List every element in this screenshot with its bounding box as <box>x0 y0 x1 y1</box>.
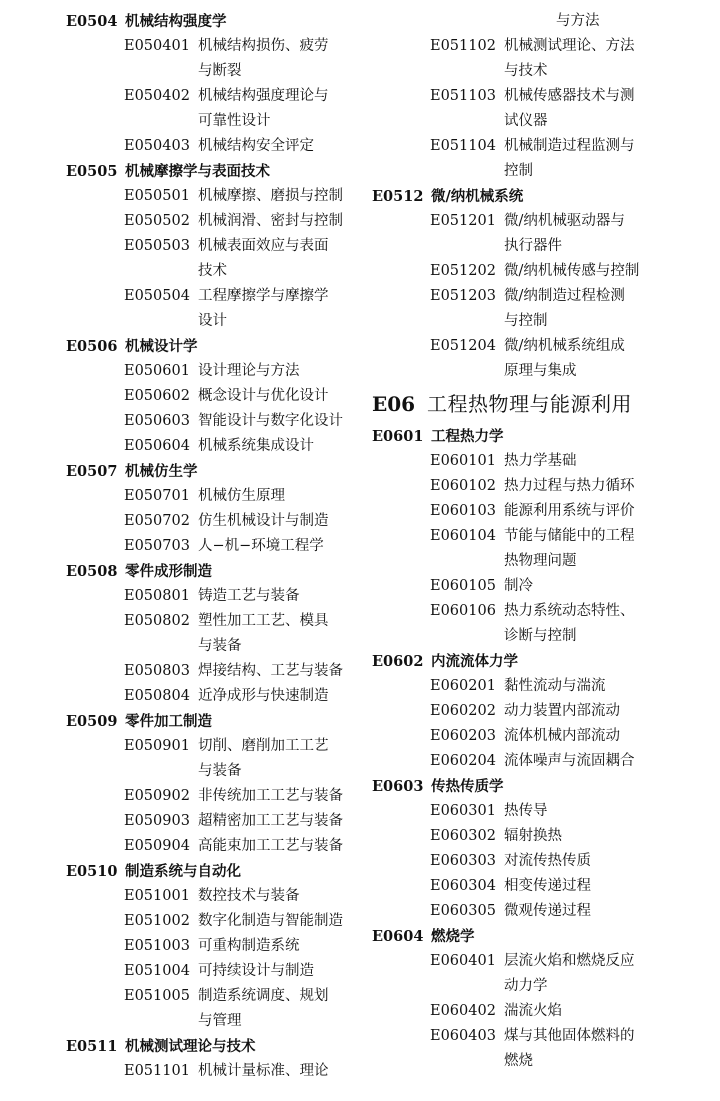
major-code: E06 <box>372 392 416 416</box>
subject-title-line: 与装备 <box>198 638 242 654</box>
subject-title-line: 与管理 <box>198 1013 242 1029</box>
subject-title-line: 概念设计与优化设计 <box>198 388 329 404</box>
subject-title-line: 煤与其他固体燃料的 <box>504 1028 635 1044</box>
subject-code: E051001 <box>124 888 190 904</box>
subject-title <box>504 499 712 524</box>
subject-title-line: 湍流火焰 <box>504 1003 562 1019</box>
subject-item <box>66 984 366 1034</box>
subject-title <box>504 849 712 874</box>
subject-title <box>504 699 712 724</box>
subject-item <box>66 934 366 959</box>
subject-item <box>372 84 712 134</box>
subject-title-line: 可持续设计与制造 <box>198 963 314 979</box>
subject-item <box>372 999 712 1024</box>
subject-title-line: 数控技术与装备 <box>198 888 300 904</box>
section-heading <box>66 709 366 734</box>
subject-title-line: 高能束加工工艺与装备 <box>198 838 343 854</box>
subject-title <box>198 809 366 834</box>
subject-title <box>198 134 366 159</box>
subject-item <box>66 909 366 934</box>
subject-item <box>372 449 712 474</box>
subject-title <box>504 524 712 574</box>
subject-title <box>504 749 712 774</box>
subject-title <box>198 834 366 859</box>
subject-code: E060204 <box>430 753 496 769</box>
subject-code: E060302 <box>430 828 496 844</box>
subject-item <box>372 1024 712 1074</box>
subject-title-line: 热物理问题 <box>504 553 577 569</box>
subject-item <box>66 534 366 559</box>
section-title: 机械设计学 <box>125 338 198 355</box>
subject-code: E051104 <box>430 138 496 154</box>
subject-item <box>372 599 712 649</box>
subject-title <box>198 509 366 534</box>
subject-title-line: 机械仿生原理 <box>198 488 285 504</box>
subject-code: E050603 <box>124 413 190 429</box>
subject-title-line: 与控制 <box>504 313 548 329</box>
subject-code: E050504 <box>124 288 190 304</box>
section-title: 制造系统与自动化 <box>125 863 241 880</box>
subject-item <box>66 359 366 384</box>
subject-item <box>66 209 366 234</box>
subject-title <box>198 584 366 609</box>
subject-code: E050403 <box>124 138 190 154</box>
left-column <box>66 0 366 1084</box>
section-code: E0604 <box>372 928 424 945</box>
subject-code: E050703 <box>124 538 190 554</box>
subject-item <box>372 949 712 999</box>
subject-item <box>372 724 712 749</box>
section-code: E0512 <box>372 188 424 205</box>
subject-title-line: 流体机械内部流动 <box>504 728 620 744</box>
section-title: 内流流体力学 <box>431 653 518 670</box>
subject-title-line: 流体噪声与流固耦合 <box>504 753 635 769</box>
subject-code: E060104 <box>430 528 496 544</box>
section-title: 燃烧学 <box>431 928 475 945</box>
subject-title <box>198 784 366 809</box>
subject-title <box>504 899 712 924</box>
subject-title-line: 仿生机械设计与制造 <box>198 513 329 529</box>
subject-title <box>504 724 712 749</box>
section-heading <box>372 424 712 449</box>
section-heading <box>372 774 712 799</box>
subject-title <box>504 474 712 499</box>
section-title: 机械结构强度学 <box>125 13 227 30</box>
subject-title-line: 机械结构损伤、疲劳 <box>198 38 329 54</box>
subject-title-line: 人−机−环境工程学 <box>198 538 324 554</box>
subject-item <box>372 799 712 824</box>
section-code: E0510 <box>66 863 118 880</box>
subject-item <box>66 284 366 334</box>
major-title: 工程热物理与能源利用 <box>427 392 632 416</box>
subject-title-line: 智能设计与数字化设计 <box>198 413 343 429</box>
subject-code: E060103 <box>430 503 496 519</box>
subject-title-line: 对流传热传质 <box>504 853 591 869</box>
subject-title-line: 近净成形与快速制造 <box>198 688 329 704</box>
section-code: E0508 <box>66 563 118 580</box>
subject-title <box>198 659 366 684</box>
subject-code: E051102 <box>430 38 496 54</box>
section-title: 工程热力学 <box>431 428 504 445</box>
subject-title <box>198 234 366 284</box>
subject-title-line: 热力过程与热力循环 <box>504 478 635 494</box>
subject-item <box>372 499 712 524</box>
subject-item <box>372 824 712 849</box>
subject-title-line: 切削、磨削加工工艺 <box>198 738 329 754</box>
subject-code: E051005 <box>124 988 190 1004</box>
subject-code: E051004 <box>124 963 190 979</box>
subject-title-line: 与断裂 <box>198 63 242 79</box>
subject-code: E050503 <box>124 238 190 254</box>
subject-item <box>66 809 366 834</box>
subject-title <box>504 674 712 699</box>
subject-item <box>66 484 366 509</box>
subject-title-line: 层流火焰和燃烧反应 <box>504 953 635 969</box>
subject-title-line: 设计理论与方法 <box>198 363 300 379</box>
subject-title-line: 诊断与控制 <box>504 628 577 644</box>
section-title: 传热传质学 <box>431 778 504 795</box>
subject-title <box>198 484 366 509</box>
subject-item <box>66 609 366 659</box>
subject-title-line: 机械计量标准、理论 <box>198 1063 329 1079</box>
subject-title-line: 机械传感器技术与测 <box>504 88 635 104</box>
subject-item <box>372 334 712 384</box>
subject-code: E060203 <box>430 728 496 744</box>
subject-title <box>198 909 366 934</box>
subject-title <box>198 34 366 84</box>
subject-item <box>66 34 366 84</box>
section-title: 微/纳机械系统 <box>431 188 524 205</box>
subject-item <box>372 259 712 284</box>
subject-code: E060201 <box>430 678 496 694</box>
subject-code: E050604 <box>124 438 190 454</box>
subject-item <box>66 1059 366 1084</box>
subject-item <box>372 899 712 924</box>
subject-title <box>504 334 712 384</box>
subject-code: E051103 <box>430 88 496 104</box>
subject-title-line: 机械制造过程监测与 <box>504 138 635 154</box>
section-heading <box>372 924 712 949</box>
subject-item <box>66 409 366 434</box>
subject-title <box>198 359 366 384</box>
subject-title-line: 机械摩擦、磨损与控制 <box>198 188 343 204</box>
section-code: E0601 <box>372 428 424 445</box>
section-title: 机械测试理论与技术 <box>125 1038 256 1055</box>
subject-title-line: 微/纳机械传感与控制 <box>504 263 640 279</box>
subject-title-line: 非传统加工工艺与装备 <box>198 788 343 804</box>
section-heading <box>66 9 366 34</box>
section-heading <box>66 559 366 584</box>
continued-title <box>372 9 712 34</box>
subject-title <box>198 209 366 234</box>
subject-title-line: 能源利用系统与评价 <box>504 503 635 519</box>
subject-title-line: 热力学基础 <box>504 453 577 469</box>
subject-item <box>372 574 712 599</box>
subject-code: E050801 <box>124 588 190 604</box>
subject-title <box>198 84 366 134</box>
subject-title-line: 可重构制造系统 <box>198 938 300 954</box>
subject-title <box>504 34 712 84</box>
subject-code: E051101 <box>124 1063 190 1079</box>
subject-title <box>504 84 712 134</box>
subject-title <box>198 534 366 559</box>
subject-title <box>198 734 366 784</box>
section-heading <box>66 159 366 184</box>
subject-code: E060202 <box>430 703 496 719</box>
subject-title <box>198 984 366 1034</box>
subject-item <box>66 584 366 609</box>
subject-title-line: 动力装置内部流动 <box>504 703 620 719</box>
subject-title-line: 机械结构安全评定 <box>198 138 314 154</box>
subject-title <box>504 799 712 824</box>
subject-title <box>198 434 366 459</box>
subject-title-line: 辐射换热 <box>504 828 562 844</box>
subject-title-line: 与技术 <box>504 63 548 79</box>
section-heading <box>66 1034 366 1059</box>
subject-title-line: 焊接结构、工艺与装备 <box>198 663 343 679</box>
subject-code: E060304 <box>430 878 496 894</box>
subject-title-line: 制冷 <box>504 578 533 594</box>
subject-title <box>198 934 366 959</box>
subject-title-line: 机械测试理论、方法 <box>504 38 635 54</box>
subject-title-line: 燃烧 <box>504 1053 533 1069</box>
subject-item <box>372 284 712 334</box>
subject-title <box>198 1059 366 1084</box>
subject-item <box>66 434 366 459</box>
subject-code: E050803 <box>124 663 190 679</box>
subject-item <box>66 384 366 409</box>
section-code: E0507 <box>66 463 118 480</box>
subject-item <box>66 834 366 859</box>
subject-item <box>66 659 366 684</box>
subject-title-line: 动力学 <box>504 978 548 994</box>
subject-title-line: 黏性流动与湍流 <box>504 678 606 694</box>
subject-item <box>66 684 366 709</box>
subject-title-line: 塑性加工工艺、模具 <box>198 613 329 629</box>
subject-title-line: 制造系统调度、规划 <box>198 988 329 1004</box>
subject-item <box>372 699 712 724</box>
section-code: E0511 <box>66 1038 118 1055</box>
subject-item <box>66 784 366 809</box>
section-title: 机械摩擦学与表面技术 <box>125 163 270 180</box>
subject-title <box>504 449 712 474</box>
subject-code: E060401 <box>430 953 496 969</box>
subject-title-line: 微观传递过程 <box>504 903 591 919</box>
subject-title-line: 设计 <box>198 313 227 329</box>
subject-code: E060403 <box>430 1028 496 1044</box>
subject-title-line: 机械系统集成设计 <box>198 438 314 454</box>
subject-title-line: 机械润滑、密封与控制 <box>198 213 343 229</box>
subject-title-line: 与装备 <box>198 763 242 779</box>
subject-item <box>66 884 366 909</box>
subject-code: E060106 <box>430 603 496 619</box>
subject-title <box>504 1024 712 1074</box>
section-code: E0504 <box>66 13 118 30</box>
subject-title <box>504 574 712 599</box>
subject-code: E050702 <box>124 513 190 529</box>
subject-title <box>198 284 366 334</box>
subject-code: E050601 <box>124 363 190 379</box>
subject-item <box>66 959 366 984</box>
subject-item <box>372 524 712 574</box>
subject-title <box>504 874 712 899</box>
subject-title-line: 数字化制造与智能制造 <box>198 913 343 929</box>
section-title: 零件加工制造 <box>125 713 212 730</box>
subject-code: E060305 <box>430 903 496 919</box>
subject-code: E050701 <box>124 488 190 504</box>
subject-item <box>372 474 712 499</box>
subject-item <box>372 134 712 184</box>
section-heading <box>372 649 712 674</box>
subject-code: E051201 <box>430 213 496 229</box>
subject-title <box>198 384 366 409</box>
subject-title <box>198 409 366 434</box>
subject-title-line: 可靠性设计 <box>198 113 271 129</box>
subject-code: E050802 <box>124 613 190 629</box>
subject-item <box>372 749 712 774</box>
section-code: E0505 <box>66 163 118 180</box>
section-code: E0509 <box>66 713 118 730</box>
major-heading <box>372 384 712 424</box>
subject-item <box>372 209 712 259</box>
subject-title-line: 机械结构强度理论与 <box>198 88 329 104</box>
subject-title-line: 原理与集成 <box>504 363 577 379</box>
right-column <box>372 0 712 1074</box>
section-heading <box>66 859 366 884</box>
subject-code: E051202 <box>430 263 496 279</box>
subject-code: E060301 <box>430 803 496 819</box>
subject-title-line: 机械表面效应与表面 <box>198 238 329 254</box>
subject-item <box>372 849 712 874</box>
subject-item <box>372 34 712 84</box>
subject-title <box>504 824 712 849</box>
subject-title-line: 节能与储能中的工程 <box>504 528 635 544</box>
section-title: 零件成形制造 <box>125 563 212 580</box>
subject-title-line: 微/纳机械驱动器与 <box>504 213 625 229</box>
subject-item <box>66 234 366 284</box>
subject-code: E050402 <box>124 88 190 104</box>
subject-title <box>198 884 366 909</box>
subject-title-line: 微/纳机械系统组成 <box>504 338 625 354</box>
subject-code: E051203 <box>430 288 496 304</box>
subject-code: E050901 <box>124 738 190 754</box>
subject-title-line: 超精密加工工艺与装备 <box>198 813 343 829</box>
subject-title-line: 铸造工艺与装备 <box>198 588 300 604</box>
subject-item <box>66 84 366 134</box>
subject-code: E050903 <box>124 813 190 829</box>
section-code: E0602 <box>372 653 424 670</box>
subject-code: E051204 <box>430 338 496 354</box>
section-heading <box>66 459 366 484</box>
subject-title-line: 执行器件 <box>504 238 562 254</box>
subject-title <box>504 284 712 334</box>
subject-title <box>504 209 712 259</box>
subject-title <box>198 684 366 709</box>
subject-title <box>198 959 366 984</box>
subject-title <box>504 259 712 284</box>
subject-title-line: 相变传递过程 <box>504 878 591 894</box>
subject-title <box>504 599 712 649</box>
subject-code: E050804 <box>124 688 190 704</box>
subject-item <box>372 874 712 899</box>
subject-item <box>66 134 366 159</box>
subject-title-line: 热传导 <box>504 803 548 819</box>
subject-title-line: 工程摩擦学与摩擦学 <box>198 288 329 304</box>
section-code: E0506 <box>66 338 118 355</box>
subject-code: E060101 <box>430 453 496 469</box>
continued-title-line: 与方法 <box>556 13 600 29</box>
subject-code: E060105 <box>430 578 496 594</box>
subject-item <box>66 184 366 209</box>
subject-title <box>198 184 366 209</box>
section-code: E0603 <box>372 778 424 795</box>
subject-code: E050904 <box>124 838 190 854</box>
section-heading <box>372 184 712 209</box>
subject-code: E051003 <box>124 938 190 954</box>
subject-code: E060102 <box>430 478 496 494</box>
subject-code: E050502 <box>124 213 190 229</box>
subject-title-line: 控制 <box>504 163 533 179</box>
subject-item <box>66 734 366 784</box>
subject-item <box>372 674 712 699</box>
subject-title-line: 技术 <box>198 263 227 279</box>
subject-code: E050902 <box>124 788 190 804</box>
subject-code: E050401 <box>124 38 190 54</box>
section-heading <box>66 334 366 359</box>
subject-title-line: 微/纳制造过程检测 <box>504 288 625 304</box>
subject-code: E051002 <box>124 913 190 929</box>
subject-title <box>198 609 366 659</box>
subject-code: E050602 <box>124 388 190 404</box>
subject-title-line: 试仪器 <box>504 113 548 129</box>
subject-title <box>504 999 712 1024</box>
subject-title <box>504 134 712 184</box>
section-title: 机械仿生学 <box>125 463 198 480</box>
subject-code: E060303 <box>430 853 496 869</box>
subject-item <box>66 509 366 534</box>
subject-code: E060402 <box>430 1003 496 1019</box>
subject-title <box>504 949 712 999</box>
subject-code: E050501 <box>124 188 190 204</box>
subject-title-line: 热力系统动态特性、 <box>504 603 635 619</box>
